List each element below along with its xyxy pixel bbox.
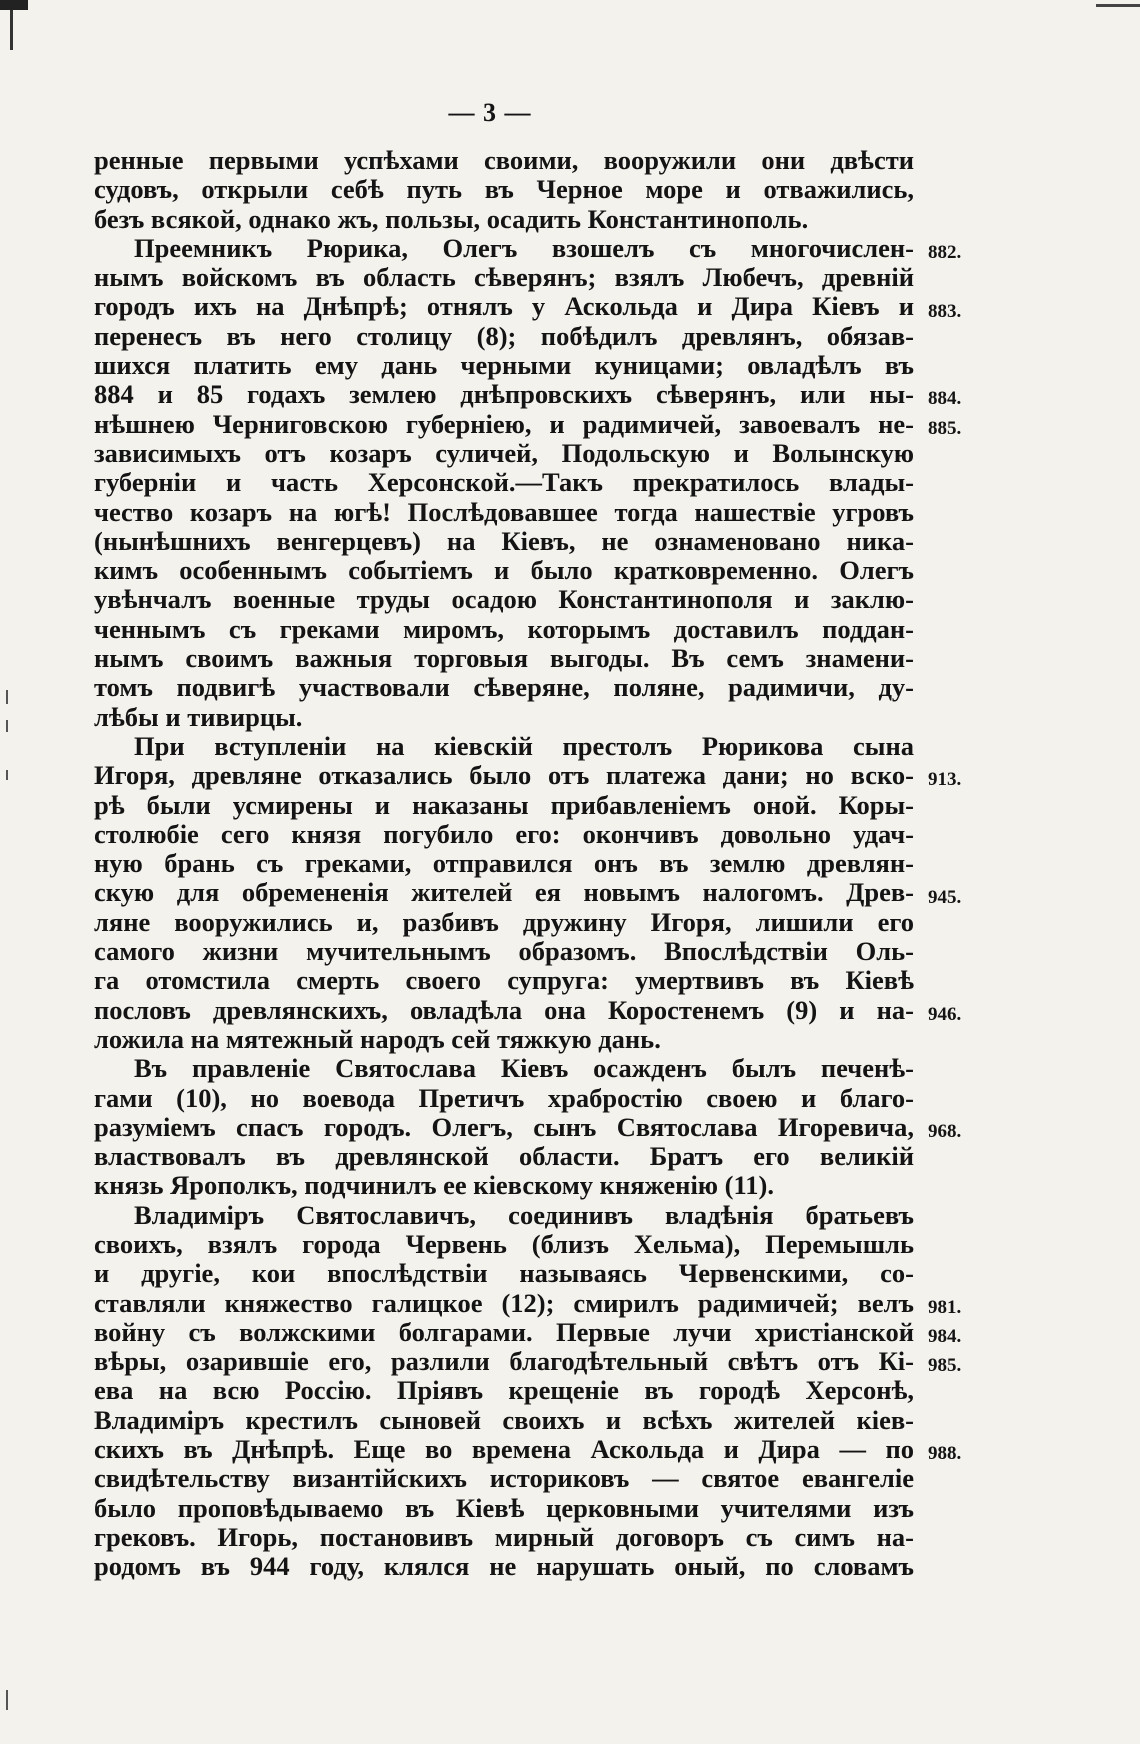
text-line: разуміемъ спасъ городъ. Олегъ, сынъ Святослава Игоревича, <box>94 1112 914 1142</box>
text-line: шихся платить ему дань черными куницами; овладѣлъ въ <box>94 351 914 381</box>
margin-year: 968. <box>928 1120 962 1142</box>
text-line: своихъ, взялъ города Червень (близъ Хельма), Перемышль <box>94 1229 914 1259</box>
margin-year: 913. <box>928 769 962 791</box>
text-line: рѣ были усмирены и наказаны прибавленіемъ оной. Коры- <box>94 790 914 820</box>
margin-year: 885. <box>928 417 962 439</box>
text-line: ставляли княжество галицкое (12); смирилъ радимичей; велъ <box>94 1288 914 1318</box>
text-line: скую для обремененія жителей ея новымъ налогомъ. Древ- <box>94 878 914 908</box>
text-line: безъ всякой, однако жъ, пользы, осадить Константинополь. <box>94 204 809 234</box>
body-text <box>94 146 914 1582</box>
margin-year: 884. <box>928 388 962 410</box>
page-number: — 3 — <box>448 98 532 127</box>
text-line: увѣнчалъ военные труды осадою Константинополя и заклю- <box>94 585 914 615</box>
text-line: Владиміръ Святославичъ, соединивъ владѣнія братьевъ <box>134 1200 914 1230</box>
scan-artifact-mark <box>0 0 28 10</box>
text-line: (нынѣшнихъ венгерцевъ) на Кіевъ, не ознаменовано ника- <box>94 526 914 556</box>
text-line: грековъ. Игорь, постановивъ мирный договоръ съ симъ на- <box>94 1522 914 1552</box>
scan-edge-tick <box>6 720 8 732</box>
text-line: Владиміръ крестилъ сыновей своихъ и всѣхъ жителей кіев- <box>94 1405 914 1435</box>
text-line: ева на всю Россію. Пріявъ крещеніе въ городѣ Херсонѣ, <box>94 1376 914 1406</box>
text-line: зависимыхъ отъ козаръ суличей, Подольскую и Волынскую <box>94 438 914 468</box>
text-line: пословъ древлянскихъ, овладѣла она Коростенемъ (9) и на- <box>94 995 914 1025</box>
text-line: столюбіе сего князя погубило его: окончивъ довольно удач- <box>94 819 914 849</box>
text-line: самого жизни мучительнымъ образомъ. Впослѣдствіи Оль- <box>94 937 914 967</box>
text-line: и другіе, кои впослѣдствіи называясь Червенскими, со- <box>94 1259 914 1289</box>
text-line: ляне вооружились и, разбивъ дружину Игоря, лишили его <box>94 907 914 937</box>
text-line: ченнымъ съ греками миромъ, которымъ доставилъ поддан- <box>94 614 914 644</box>
text-line: чество козаръ на югѣ! Послѣдовавшее тогда нашествіе угровъ <box>94 497 914 527</box>
text-line: При вступленіи на кіевскій престолъ Рюрикова сына <box>134 731 914 761</box>
text-line: Преемникъ Рюрика, Олегъ взошелъ съ многочислен- <box>134 233 914 263</box>
text-line: князь Ярополкъ, подчинилъ ее кіевскому княженію (11). <box>94 1171 774 1201</box>
text-line: томъ подвигѣ участвовали сѣверяне, поляне, радимичи, ду- <box>94 673 914 703</box>
text-line: нымъ войскомъ въ область сѣверянъ; взялъ Любечъ, древній <box>94 263 914 293</box>
text-line: лѣбы и тивирцы. <box>94 702 303 732</box>
text-line: родомъ въ 944 году, клялся не нарушать оный, по словамъ <box>94 1552 914 1582</box>
scan-edge-tick <box>6 1690 8 1710</box>
scan-edge-tick <box>6 770 8 780</box>
margin-year: 981. <box>928 1296 962 1318</box>
margin-year: 988. <box>928 1443 962 1465</box>
scan-artifact-mark <box>1096 4 1140 7</box>
text-line: гами (10), но воевода Претичъ храбростію своею и благо- <box>94 1083 914 1113</box>
margin-year: 946. <box>928 1003 962 1025</box>
text-line: властвовалъ въ древлянской области. Братъ его великій <box>94 1142 914 1172</box>
text-line: ложила на мятежный народъ сей тяжкую дань. <box>94 1024 661 1054</box>
text-line: га отомстила смерть своего супруга: умертвивъ въ Кіевѣ <box>94 966 914 996</box>
margin-year: 883. <box>928 300 962 322</box>
text-line: войну съ волжскими болгарами. Первые лучи христіанской <box>94 1317 914 1347</box>
text-line: вѣры, озарившіе его, разлили благодѣтельный свѣтъ отъ Кі- <box>94 1347 914 1377</box>
margin-year: 985. <box>928 1355 962 1377</box>
text-line: скихъ въ Днѣпрѣ. Еще во времена Аскольда и Дира — по <box>94 1435 914 1465</box>
text-line: городъ ихъ на Днѣпрѣ; отнялъ у Аскольда и Дира Кіевъ и <box>94 292 914 322</box>
text-line: нымъ своимъ важныя торговыя выгоды. Въ семъ знамени- <box>94 644 914 674</box>
text-line: Въ правленіе Святослава Кіевъ осажденъ былъ печенѣ- <box>134 1054 914 1084</box>
text-line: судовъ, открыли себѣ путь въ Черное море и отважились, <box>94 175 914 205</box>
text-line: ную брань съ греками, отправился онъ въ землю древлян- <box>94 849 914 879</box>
text-line: было проповѣдываемо въ Кіевѣ церковными учителями изъ <box>94 1493 914 1523</box>
scan-edge-tick <box>6 690 8 704</box>
margin-year: 984. <box>928 1326 962 1347</box>
text-line: кимъ особеннымъ событіемъ и было кратковременно. Олегъ <box>94 556 914 586</box>
text-line: свидѣтельству византійскихъ историковъ — святое евангеліе <box>94 1464 914 1494</box>
text-line: губерніи и часть Херсонской.—Такъ прекратилось влады- <box>94 468 914 498</box>
text-line: ренные первыми успѣхами своими, вооружили они двѣсти <box>94 146 914 175</box>
margin-year: 882. <box>928 241 962 263</box>
scan-artifact-mark <box>10 10 13 50</box>
text-line: Игоря, древляне отказались было отъ платежа дани; но вско- <box>94 761 914 791</box>
text-line: нѣшнею Черниговскою губерніею, и радимичей, завоевалъ не- <box>94 409 914 439</box>
margin-year: 945. <box>928 886 962 908</box>
text-line: 884 и 85 годахъ землею днѣпровскихъ сѣверянъ, или ны- <box>94 380 914 410</box>
text-line: перенесъ въ него столицу (8); побѣдилъ древлянъ, обязав- <box>94 321 914 351</box>
